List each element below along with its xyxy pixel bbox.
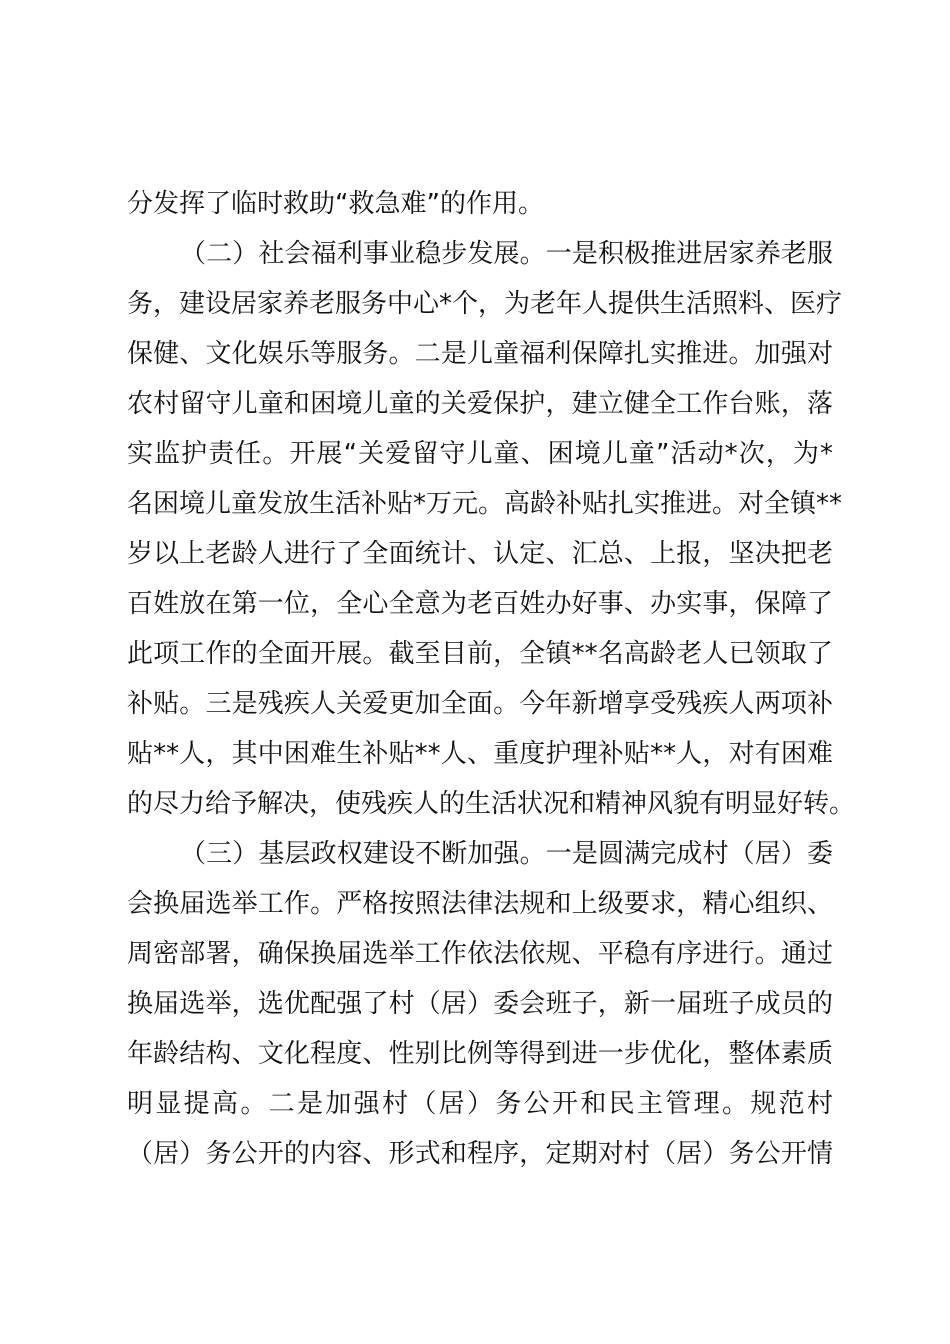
paragraph-line: 贴**人，其中困难生补贴**人、重度护理补贴**人，对有困难 xyxy=(127,739,833,769)
paragraph-line: 换届选举，选优配强了村（居）委会班子，新一届班子成员的 xyxy=(127,989,833,1019)
paragraph-line: 名困境儿童发放生活补贴*万元。高龄补贴扎实推进。对全镇** xyxy=(127,489,843,519)
paragraph-line: （二）社会福利事业稳步发展。一是积极推进居家养老服 xyxy=(180,239,833,269)
paragraph-line: （居）务公开的内容、形式和程序，定期对村（居）务公开情 xyxy=(127,1139,833,1169)
paragraph-line: 周密部署，确保换届选举工作依法依规、平稳有序进行。通过 xyxy=(127,939,833,969)
paragraph-line: 实监护责任。开展“关爱留守儿童、困境儿童”活动*次，为* xyxy=(127,439,833,469)
paragraph-line: 岁以上老龄人进行了全面统计、认定、汇总、上报，坚决把老 xyxy=(127,539,833,569)
paragraph-line: 的尽力给予解决，使残疾人的生活状况和精神风貌有明显好转。 xyxy=(127,789,856,819)
paragraph-line: 年龄结构、文化程度、性别比例等得到进一步优化，整体素质 xyxy=(127,1039,833,1069)
paragraph-line: （三）基层政权建设不断加强。一是圆满完成村（居）委 xyxy=(180,839,833,869)
paragraph-line: 会换届选举工作。严格按照法律法规和上级要求，精心组织、 xyxy=(127,889,833,919)
paragraph-line: 分发挥了临时救助“救急难”的作用。 xyxy=(127,189,544,219)
paragraph-line: 百姓放在第一位，全心全意为老百姓办好事、办实事，保障了 xyxy=(127,589,833,619)
paragraph-line: 保健、文化娱乐等服务。二是儿童福利保障扎实推进。加强对 xyxy=(127,339,833,369)
paragraph-line: 此项工作的全面开展。截至目前，全镇**名高龄老人已领取了 xyxy=(127,639,833,669)
paragraph-line: 明显提高。二是加强村（居）务公开和民主管理。规范村 xyxy=(127,1089,833,1119)
paragraph-line: 农村留守儿童和困境儿童的关爱保护，建立健全工作台账，落 xyxy=(127,389,833,419)
paragraph-line: 补贴。三是残疾人关爱更加全面。今年新增享受残疾人两项补 xyxy=(127,689,833,719)
paragraph-line: 务，建设居家养老服务中心*个，为老年人提供生活照料、医疗 xyxy=(127,289,843,319)
